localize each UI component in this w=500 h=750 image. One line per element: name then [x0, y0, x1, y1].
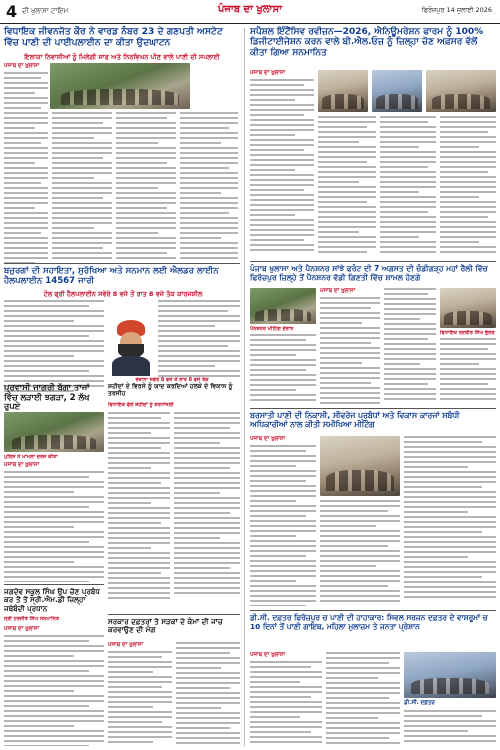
revision-body-col-3	[380, 116, 436, 258]
ward-subhead: ਇਲਾਕਾ ਨਿਵਾਸੀਆਂ ਨੂੰ ਮਿਲੇਗੀ ਸਾਫ ਅਤੇ ਨਿਰਵਿਘਨ ਪੀਣ ਵਾਲੇ ਪਾਣੀ ਦੀ ਸਪਲਾਈ	[24, 53, 220, 61]
ward-dateline: ਪੰਜਾਬ ਦਾ ਖੁਲਾਸਾ	[4, 63, 40, 69]
revision-body-col-2	[318, 116, 376, 258]
revision-body-col-1	[250, 70, 314, 258]
water-dateline: ਪੰਜਾਬ ਦਾ ਖੁਲਾਸਾ	[250, 652, 286, 658]
dispute-dateline: ਪੰਜਾਬ ਦਾ ਖੁਲਾਸਾ	[4, 462, 40, 468]
dispute-body	[4, 462, 104, 582]
sidebar-body	[440, 338, 496, 404]
meeting-dateline: ਪੰਜਾਬ ਦਾ ਖੁਲਾਸਾ	[250, 436, 286, 442]
divider	[250, 610, 496, 611]
dispute-headline[interactable]: ਪ੍ਰਵਾਸੀ ਜਾਗਰੀ ਬੱਗਾ ਤਾਜਾਂ ਵਿੱਚ ਲੜਾਈ ਝਗੜਾ, 2 ਲੱਖ ਰੁਪਏ	[4, 382, 90, 412]
quote-body-col-2	[174, 412, 240, 612]
dispute-caption: ਪੁਲਿਸ ਨੇ ਮਾਮਲਾ ਦਰਜ ਕੀਤਾ	[4, 454, 58, 460]
sidebar-caption: ਵਿਧਾਇਕ ਰਣਬੀਰ ਸਿੰਘ ਭੁੱਲਰ	[440, 330, 495, 336]
helpline-subhead: ਟੋਲ ਫ੍ਰੀ ਹੈਲਪਲਾਈਨ ਸਵੇਰੇ 8 ਵਜੇ ਤੋਂ ਰਾਤ 8 ਵਜੇ ਤੱਕ ਕਾਰਜਸ਼ੀਲ	[43, 290, 203, 298]
pension-body-col-1	[250, 334, 316, 404]
meeting-photo	[320, 436, 400, 496]
helpline-body-col-2	[158, 300, 240, 380]
pension-caption: ਪੈਨਸ਼ਨਰ ਮੀਟਿੰਗ ਦੌਰਾਨ	[250, 326, 294, 332]
meeting-body-col-1	[250, 436, 316, 606]
meeting-body-col-3	[404, 436, 496, 606]
divider	[4, 263, 240, 264]
ward-body-col-1	[4, 63, 48, 263]
ward-photo	[50, 63, 190, 109]
pension-dateline: ਪੰਜਾਬ ਦਾ ਖੁਲਾਸਾ	[320, 288, 356, 294]
meeting-body-col-2	[320, 500, 400, 606]
jagdev-dateline: ਪੰਜਾਬ ਦਾ ਖੁਲਾਸਾ	[4, 626, 40, 632]
divider	[4, 584, 104, 585]
column-rule	[244, 28, 245, 746]
page-number: 4	[6, 2, 18, 21]
section-title: ਪੰਜਾਬ ਦਾ ਖੁਲਾਸਾ	[217, 4, 282, 15]
issue-date: ਫਿਰੋਜ਼ਪੁਰ 14 ਜੁਲਾਈ 2026	[421, 6, 492, 14]
ward-body-col-4	[180, 112, 238, 260]
roads-body-col-1	[108, 642, 172, 746]
water-photo	[404, 652, 496, 698]
quote-caption: ਵਿਧਾਇਕ ਵੱਲੋਂ ਸ਼ਹੀਦਾਂ ਨੂੰ ਸ਼ਰਧਾਂਜਲੀ	[108, 402, 174, 408]
quote-body-col-1	[108, 412, 170, 612]
pension-body-col-2	[320, 288, 380, 404]
pension-headline[interactable]: ਪੰਜਾਬ ਖੁਲਾਸਾ ਅਤੇ ਪੈਨਸ਼ਨਰ ਸਾਂਝੇ ਫਰੰਟ ਦੀ 7 ਅਗਸਤ ਦੀ ਚੰਡੀਗੜ੍ਹ ਮਹਾਂ ਰੈਲੀ ਵਿੱਚ ਫਿਰੋਜ਼ਪੁਰ ਜ਼ਿਲ੍ਹੇ ਤੋਂ ਪੈਨਸ਼ਨਰ ਵੱਡੀ ਗਿਣਤੀ ਵਿੱਚ ਸ਼ਾਮਲ ਹੋਣਗੇ	[250, 264, 488, 282]
quote-headline[interactable]: ਸ਼ਹੀਦਾਂ ਦੇ ਵਿਰਸੇ ਨੂੰ ਯਾਦ ਕਰਦਿਆਂ ਹਲਕੇ ਦੇ ਵਿਕਾਸ ਨੂੰ ਤਰਜੀਹ	[108, 383, 233, 398]
water-body-col-1	[250, 652, 322, 746]
water-headline[interactable]: ਡੀ.ਸੀ. ਦਫ਼ਤਰ ਫਿਰੋਜ਼ਪੁਰ ਚ ਪਾਣੀ ਦੀ ਹਾਹਾਕਾਰ: ਸਿਵਲ ਸਰਜਨ ਦਫ਼ਤਰ ਦੇ ਵਾਸ਼ਰੂਮਾਂ ਚ 10 ਦਿਨਾਂ ਤੋਂ ਪਾਣੀ ਗਾਇਬ, ਮਹਿਲਾ ਮੁਲਾਜ਼ਮ ਤੇ ਜਨਤਾ ਪ੍ਰੇਸ਼ਾਨ	[250, 613, 488, 631]
sidebar-photo	[440, 288, 496, 328]
helpline-headline[interactable]: ਬਜ਼ੁਰਗਾਂ ਦੀ ਸਹਾਇਤਾ, ਸੁਰੱਖਿਆ ਅਤੇ ਸਨਮਾਨ ਲਈ ਐਲਡਰ ਲਾਈਨ ਹੈਲਪਲਾਈਨ 14567 ਜਾਰੀ	[4, 266, 219, 286]
revision-dateline: ਪੰਜਾਬ ਦਾ ਖੁਲਾਸਾ	[250, 70, 286, 76]
ward-headline[interactable]: ਵਿਧਾਇਕ ਜੀਵਨਜੋਤ ਕੌਰ ਨੇ ਵਾਰਡ ਨੰਬਰ 23 ਦੇ ਗਣਪਤੀ ਅਸਟੇਟ ਵਿੱਚ ਪਾਣੀ ਦੀ ਪਾਈਪਲਾਈਨ ਦਾ ਕੀਤਾ ਉਦਘਾਟਨ	[4, 26, 223, 48]
revision-photo-2	[372, 70, 422, 112]
divider	[250, 261, 496, 262]
revision-photo-3	[426, 70, 496, 112]
revision-photo-1	[318, 70, 368, 112]
meeting-headline[interactable]: ਬਰਸਾਤੀ ਪਾਣੀ ਦੀ ਨਿਕਾਸੀ, ਸੀਵਰੇਜ ਪ੍ਰਬੰਧਾਂ ਅਤੇ ਵਿਕਾਸ ਕਾਰਜਾਂ ਸਬੰਧੀ ਅਧਿਕਾਰੀਆਂ ਨਾਲ ਕੀਤੀ ਸਮੀਖਿਆ ਮੀਟਿੰਗ	[250, 411, 460, 429]
pension-body-col-3	[384, 288, 436, 404]
jagdev-body	[4, 626, 104, 746]
revision-body-col-4	[440, 116, 496, 258]
ward-body-col-3	[116, 112, 176, 260]
roads-body-col-2	[176, 642, 240, 746]
dispute-photo	[4, 412, 104, 452]
divider	[250, 408, 496, 409]
helpline-caption: ਰੋਜ਼ਾਨਾ ਸਵੇਰੇ 8 ਵਜੇ ਤੋਂ ਰਾਤ 8 ਵਜੇ ਤੱਕ	[135, 377, 209, 383]
jagdev-caption: ਸ੍ਰੀ ਹਰਜੀਤ ਸਿੰਘ ਸਨਮਾਨਿਤ	[4, 616, 60, 622]
masthead	[0, 0, 500, 24]
water-body-col-2	[326, 652, 400, 746]
water-body-col-3	[404, 710, 496, 746]
revision-headline[interactable]: ਸਪੈਸ਼ਲ ਇੰਟੈਂਸਿਵ ਰਵੀਜ਼ਨ—2026, ਐਨਿਊਮਰੇਸ਼ਨ ਫਾਰਮ ਨੂੰ 100% ਡਿਜੀਟਾਈਜੇਸ਼ਨ ਕਰਨ ਵਾਲੇ ਬੀ.ਐਲ.ਓਜ਼ ਨੂੰ ਜ਼ਿਲ੍ਹਾ ਚੋਣ ਅਫ਼ਸਰ ਵੱਲੋਂ ਕੀਤਾ ਗਿਆ ਸਨਮਾਨਿਤ	[250, 27, 484, 58]
official-portrait	[108, 318, 154, 376]
ward-body-col-2	[52, 112, 112, 260]
water-byline: ਡੀ.ਸੀ. ਦਫ਼ਤਰ	[404, 700, 435, 706]
divider	[108, 614, 240, 615]
roads-dateline: ਪੰਜਾਬ ਦਾ ਖੁਲਾਸਾ	[108, 642, 144, 648]
helpline-body-col-1	[4, 300, 104, 392]
roads-headline[interactable]: ਸਰਕਾਰ ਦਫ਼ਤਰਾਂ ਤੇ ਸੜਕਾਂ ਦੇ ਕੰਮਾਂ ਦੀ ਜਾਂਚ ਕਰਵਾਉਣ ਦੀ ਮੰਗ	[108, 617, 223, 635]
paper-name: ਦੀ ਖੁਲਾਸਾ ਟਾਇਮ	[22, 7, 69, 15]
pension-photo	[250, 288, 316, 324]
jagdev-headline[interactable]: ਜਗਦੇਵ ਸਕੂਲ ਸਿੰਘ ਉਪ ਚੋਣ ਪ੍ਰਬੰਧ ਕਰ ਤੋਂ ਤੋਂ ਸ੍ਰੀ.ਐਮ.ਡੀ ਜ਼ਿਲ੍ਹਾ ਜਥੇਬੰਦੀ ਪ੍ਰਧਾਨ	[4, 587, 100, 613]
